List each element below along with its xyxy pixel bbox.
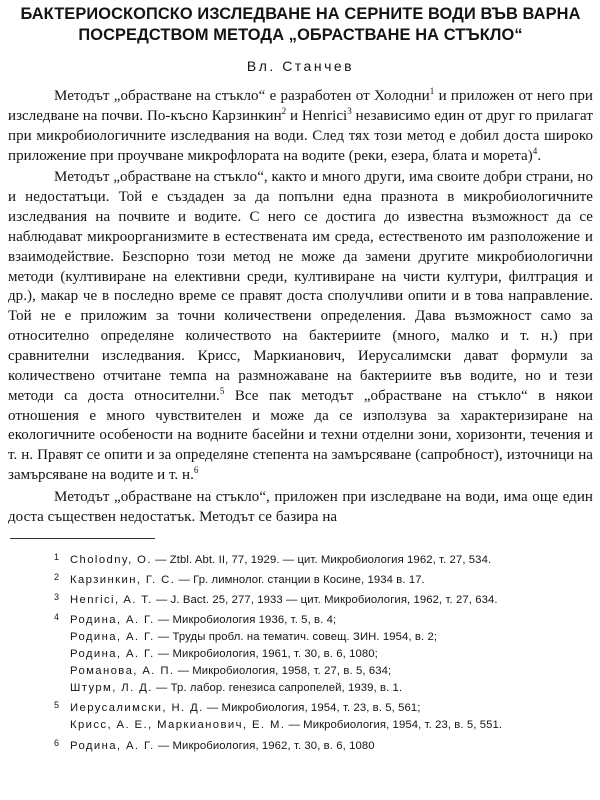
footnote-author: Родина, А. Г. — [70, 648, 155, 661]
paragraph-text: Методът „обрастване на стъкло“, както и много други, има своите добри страни, но и недостатъци. Той е създаден за да попълни една празнота в микробиологичните изследвания на почвите и водите. С него се достига до известна възможност да се наблюдават микроорганизмите в естествената им среда, естественото им разположение и взаимодействие. Безспорно този метод не може да замени другите микробиологични методи (култивиране на елективни среди, култивиране на чисти култури, филтрация и др.), макар че в последно време се правят доста сполучливи опити и в това направление. Той не е приложим за точни количествени определения. Дава възможност само за относително определяне количеството на бактериите (много, малко и т. н.) при сравнителни изследвания. Крисс, Маркианович, Иерусалимски дават формули за количествено отчитане темпа на размножаване на бактериите във водите, но и тези методи са доста относителни. — [8, 169, 593, 404]
paragraph-text: независимо един от друг го прилагат при микробиологичните изследвания на води. След тях този метод е добил доста широко приложение при проучване микрофлората на водите (реки, езера, блата и морета) — [8, 107, 593, 164]
footnote-item — [54, 680, 593, 697]
footnote-citation: — Гр. лимнолог. станции в Косине, 1934 в. 17. — [175, 573, 425, 586]
title-line-2: ПОСРЕДСТВОМ МЕТОДА „ОБРАСТВАНЕ НА СТЪКЛО“ — [78, 26, 523, 44]
footnote-item — [54, 629, 593, 646]
footnote-citation: — Микробиология, 1962, т. 30, в. 6, 1080 — [154, 739, 375, 752]
paragraph-2 — [8, 168, 593, 486]
footnote-citation: — Микробиология, 1954, т. 23, в. 5, 551. — [285, 719, 503, 732]
footnote-author: Иерусалимски, Н. Д. — [70, 702, 204, 715]
footnote-number: 5 — [54, 700, 60, 711]
title-line-1: БАКТЕРИОСКОПСКО ИЗСЛЕДВАНЕ НА СЕРНИТЕ ВОДИ ВЪВ ВАРНА — [20, 5, 581, 23]
footnote-item — [54, 717, 593, 734]
footnote-author: Родина, А. Г. — [70, 739, 155, 752]
footnote-item — [54, 735, 593, 755]
footnote-number: 4 — [54, 611, 60, 622]
article-body — [8, 87, 593, 528]
footnote-citation: — Ztbl. Abt. II, 77, 1929. — цит. Микробиология 1962, т. 27, 534. — [151, 553, 492, 566]
footnote-author: Карзинкин, Г. С. — [70, 573, 176, 586]
footnotes — [54, 549, 593, 755]
footnote-author: Henrici, A. T. — [70, 593, 153, 606]
footnote-author: Cholodny, O. — [70, 553, 152, 566]
footnote-author: Штурм, Л. Д. — [70, 682, 153, 695]
footnote-author: Крисс, А. Е., Маркианович, Е. М. — [70, 719, 286, 732]
footnote-citation: — Микробиология, 1961, т. 30, в. 6, 1080; — [154, 648, 378, 661]
footnote-citation: — Труды пробл. на тематич. совещ. ЗИН. 1954, в. 2; — [154, 630, 438, 643]
paragraph-text: . — [537, 147, 542, 164]
footnote-number: 1 — [54, 551, 60, 562]
paragraph-text: и Henrici — [286, 107, 348, 124]
paragraph-text: Методът „обрастване на стъкло“, приложен при изследване на води, има още един доста съществен недостатък. Методът се базира на — [8, 488, 593, 525]
footnote-citation: — Тр. лабор. генезиса сапропелей, 1939, в. 1. — [152, 682, 403, 695]
paragraph-text: и приложен от него при изследване на почви. По-късно Карзинкин — [8, 88, 593, 124]
footnote-citation: — Микробиология, 1958, т. 27, в. 5, 634; — [174, 665, 392, 678]
footnote-number: 2 — [54, 571, 60, 582]
footnote-item — [54, 663, 593, 680]
article-title — [8, 4, 593, 46]
footnote-ref: 3 — [347, 105, 352, 116]
footnote-item — [54, 646, 593, 663]
footnote-citation: — Микробиология, 1954, т. 23, в. 5, 561; — [203, 702, 421, 715]
footnote-citation: — J. Bact. 25, 277, 1933 — цит. Микробиология, 1962, т. 27, 634. — [152, 593, 498, 606]
footnote-item — [54, 589, 593, 609]
footnote-ref: 4 — [532, 145, 538, 156]
footnote-citation: — Микробиология 1936, т. 5, в. 4; — [154, 613, 337, 626]
footnote-item — [54, 569, 593, 589]
footnote-author: Родина, А. Г. — [70, 613, 155, 626]
footnote-author: Романова, А. П. — [70, 665, 175, 678]
footnote-number: 3 — [54, 591, 60, 602]
footnote-ref: 1 — [429, 86, 435, 96]
footnote-ref: 2 — [281, 105, 287, 116]
paragraph-text: Все пак методът „обрастване на стъкло“ в някои отношения е много чувствителен и може да се използува за характеризиране на екологичните особености на водните басейни и техни отделни зони, хоризонти, течения и т. н. Правят се опити и за определяне степента на замърсяване (сапробност), източници на замърсяване на водите и т. н. — [8, 387, 593, 484]
footnote-item — [54, 609, 593, 629]
footnote-ref: 6 — [193, 465, 199, 476]
paragraph-1 — [8, 87, 593, 166]
paragraph-3 — [8, 488, 593, 528]
footnote-item — [54, 697, 593, 717]
paragraph-text: Методът „обрастване на стъкло“ е разработен от Холодни — [54, 88, 430, 104]
author-name: Вл. Станчев — [246, 58, 355, 74]
footnote-item — [54, 549, 593, 569]
footnote-number: 6 — [54, 737, 60, 748]
footnote-ref: 5 — [219, 385, 225, 396]
footnote-author: Родина, А. Г. — [70, 630, 155, 643]
footnote-divider — [10, 538, 155, 539]
